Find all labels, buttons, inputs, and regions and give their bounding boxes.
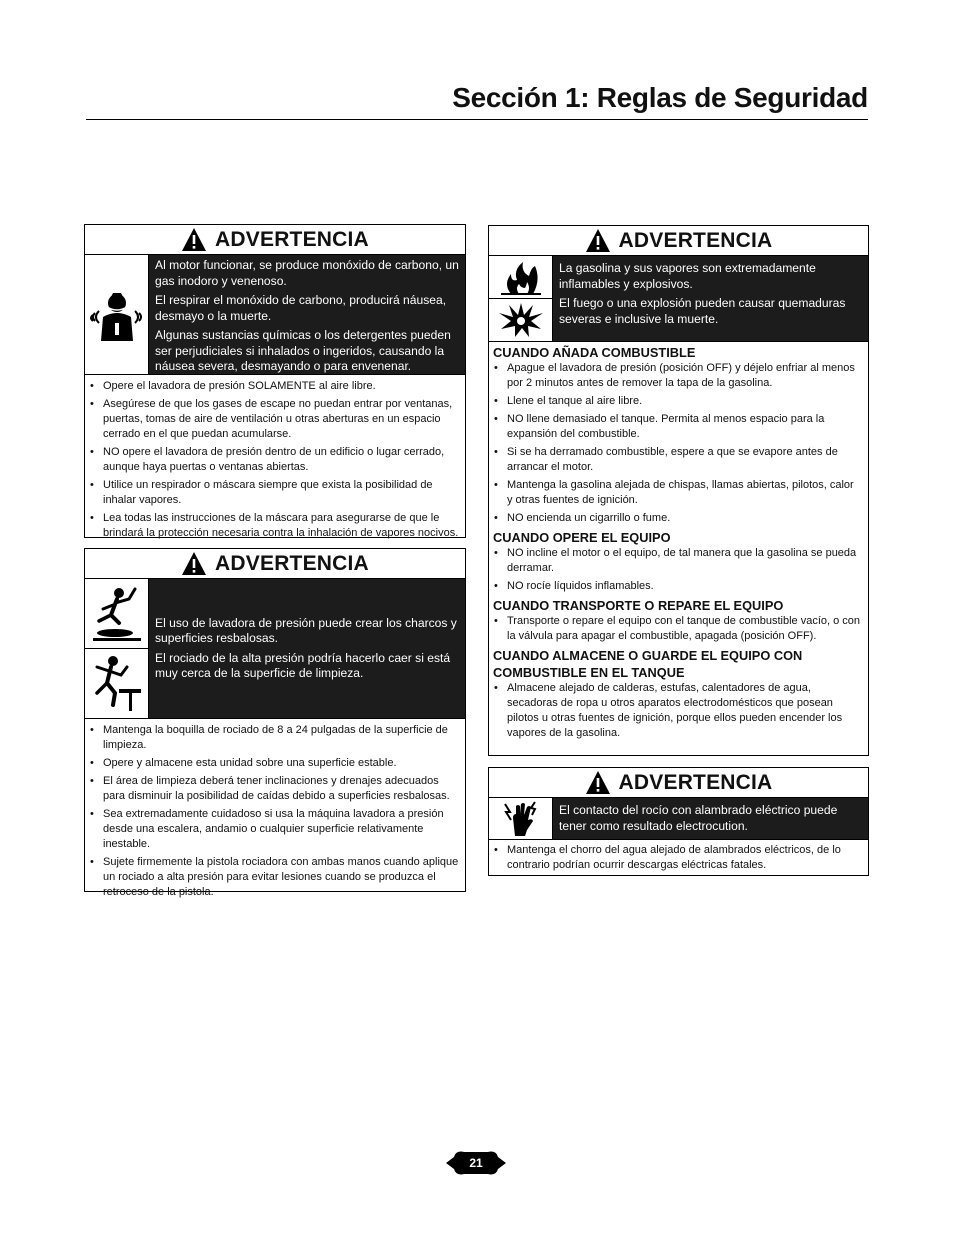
list-item: • Mantenga la boquilla de rociado de 8 a 24 pulgadas de la superficie de limpieza. (89, 723, 459, 753)
hazard-text: El fuego o una explosión pueden causar quemaduras severas e inclusive la muerte. (559, 296, 846, 326)
hazard-text: Algunas sustancias químicas o los detergentes pueden ser perjudiciales si inhalados o ingeridos, causando la náusea severa, desmayando o para envenenar. (155, 328, 451, 373)
warning-header-label: ADVERTENCIA (618, 770, 773, 794)
hazard-icons (489, 256, 553, 341)
hazard-panel (489, 256, 868, 342)
safety-bullets (489, 614, 868, 644)
warning-header (85, 549, 465, 579)
carbon-monoxide-hazard-icon (85, 255, 148, 374)
warning-header (489, 768, 868, 798)
warning-triangle-icon (181, 227, 207, 253)
hazard-text: Al motor funcionar, se produce monóxido de carbono, un gas inodoro y venenoso. (155, 258, 459, 288)
warning-header (85, 225, 465, 255)
section-heading: CUANDO TRANSPORTE O REPARE EL EQUIPO (493, 598, 784, 613)
hazard-panel (489, 798, 868, 840)
explosion-hazard-icon (489, 299, 552, 342)
hazard-text: El rociado de la alta presión podría hacerlo caer si está muy cerca de la superficie de limpieza. (155, 650, 451, 680)
list-item: • Almacene alejado de calderas, estufas, calentadores de agua, secadoras de ropa u otros aparatos electrodomésticos que posean pilotos u otras fuentes de ignición, porque ellos pueden encender los vapores de la gasolina. (493, 681, 862, 741)
hazard-messages (149, 255, 465, 374)
list-item: • Mantenga el chorro del agua alejado de alambrados eléctricos, de lo contrario podrían ocurrir descargas eléctricas fatales. (493, 843, 862, 873)
hazard-messages (553, 798, 868, 839)
hazard-messages (149, 579, 465, 718)
list-item: • NO incline el motor o el equipo, de tal manera que la gasolina se pueda derramar. (493, 546, 862, 576)
warning-triangle-icon (585, 228, 611, 254)
list-item: • NO rocíe líquidos inflamables. (493, 579, 862, 594)
list-item: • Apague el lavadora de presión (posición OFF) y déjelo enfriar al menos por 2 minutos antes de remover la tapa de la gasolina. (493, 361, 862, 391)
safety-bullets (489, 681, 868, 747)
warning-header-label: ADVERTENCIA (618, 228, 773, 252)
list-item: • Lea todas las instrucciones de la máscara para asegurarse de que le brindará la protección necesaria contra la inhalación de vapores nocivos. (89, 511, 459, 541)
hazard-panel (85, 579, 465, 719)
list-item: • Transporte o repare el equipo con el tanque de combustible vacío, o con la válvula para apagar el combustible, apagada (posición OFF). (493, 614, 862, 644)
fire-hazard-icon (489, 256, 552, 299)
electric-shock-hazard-icon (489, 798, 552, 839)
hazard-text: La gasolina y sus vapores son extremadamente inflamables y explosivos. (559, 261, 816, 291)
warning-header-label: ADVERTENCIA (215, 551, 369, 575)
page-number: 21 (469, 1156, 483, 1170)
section-heading: CUANDO ALMACENE O GUARDE EL EQUIPO CON COMBUSTIBLE EN EL TANQUE (493, 648, 803, 680)
list-item: • Sujete firmemente la pistola rociadora con ambas manos cuando aplique un rociado a alta presión para evitar lesiones cuando se produzca el retroceso de la pistola. (89, 855, 459, 900)
list-item: • NO opere el lavadora de presión dentro de un edificio o lugar cerrado, aunque haya puertas o ventanas abiertas. (89, 445, 459, 475)
list-item: • El área de limpieza deberá tener inclinaciones y drenajes adecuados para disminuir la posibilidad de caídas debido a superficies resbalosas. (89, 774, 459, 804)
section-heading: CUANDO AÑADA COMBUSTIBLE (493, 345, 696, 360)
warning-box-fire-hazard (488, 225, 869, 756)
list-item: • NO encienda un cigarrillo o fume. (493, 511, 862, 526)
warning-header (489, 226, 868, 256)
slip-hazard-icon (85, 579, 148, 649)
list-item: • Asegúrese de que los gases de escape no puedan entrar por ventanas, puertas, tomas de aire de ventilación u otras aberturas en un espacio cerrado en el que puedan acumularse. (89, 397, 459, 442)
safety-bullets (85, 375, 465, 547)
hazard-messages (553, 256, 868, 341)
fall-hazard-icon (85, 649, 148, 719)
warning-header-label: ADVERTENCIA (215, 227, 369, 251)
warning-triangle-icon (585, 770, 611, 796)
safety-bullets (489, 840, 868, 879)
safety-bullets (489, 361, 868, 526)
hazard-icons (489, 798, 553, 839)
list-item: • NO llene demasiado el tanque. Permita al menos espacio para la expansión del combustible. (493, 412, 862, 442)
hazard-panel (85, 255, 465, 375)
title-divider (86, 119, 868, 120)
hazard-text: El contacto del rocío con alambrado eléctrico puede tener como resultado electrocution. (559, 803, 838, 833)
list-item: • Sea extremadamente cuidadoso si usa la máquina lavadora a presión desde una escalera, andamio o cualquier superficie relativamente inestable. (89, 807, 459, 852)
warning-triangle-icon (181, 551, 207, 577)
safety-bullets (85, 719, 465, 906)
list-item: • Utilice un respirador o máscara siempre que exista la posibilidad de inhalar vapores. (89, 478, 459, 508)
hazard-icons (85, 579, 149, 718)
list-item: • Opere el lavadora de presión SOLAMENTE al aire libre. (89, 379, 459, 394)
hazard-icons (85, 255, 149, 374)
warning-box-electric-shock (488, 767, 869, 876)
page-title: Sección 1: Reglas de Seguridad (452, 82, 868, 113)
safety-bullets (489, 546, 868, 594)
list-item: • Mantenga la gasolina alejada de chispas, llamas abiertas, pilotos, calor y otras fuentes de ignición. (493, 478, 862, 508)
list-item: • Si se ha derramado combustible, espere a que se evapore antes de arrancar el motor. (493, 445, 862, 475)
list-item: • Opere y almacene esta unidad sobre una superficie estable. (89, 756, 459, 771)
warning-box-slip-hazard (84, 548, 466, 898)
list-item: • Llene el tanque al aire libre. (493, 394, 862, 409)
warning-box-carbon-monoxide (84, 224, 466, 538)
section-heading: CUANDO OPERE EL EQUIPO (493, 530, 671, 545)
hazard-text: El respirar el monóxido de carbono, producirá náusea, desmayo o la muerte. (155, 293, 447, 323)
hazard-text: El uso de lavadora de presión puede crear los charcos y superficies resbalosas. (155, 615, 457, 645)
